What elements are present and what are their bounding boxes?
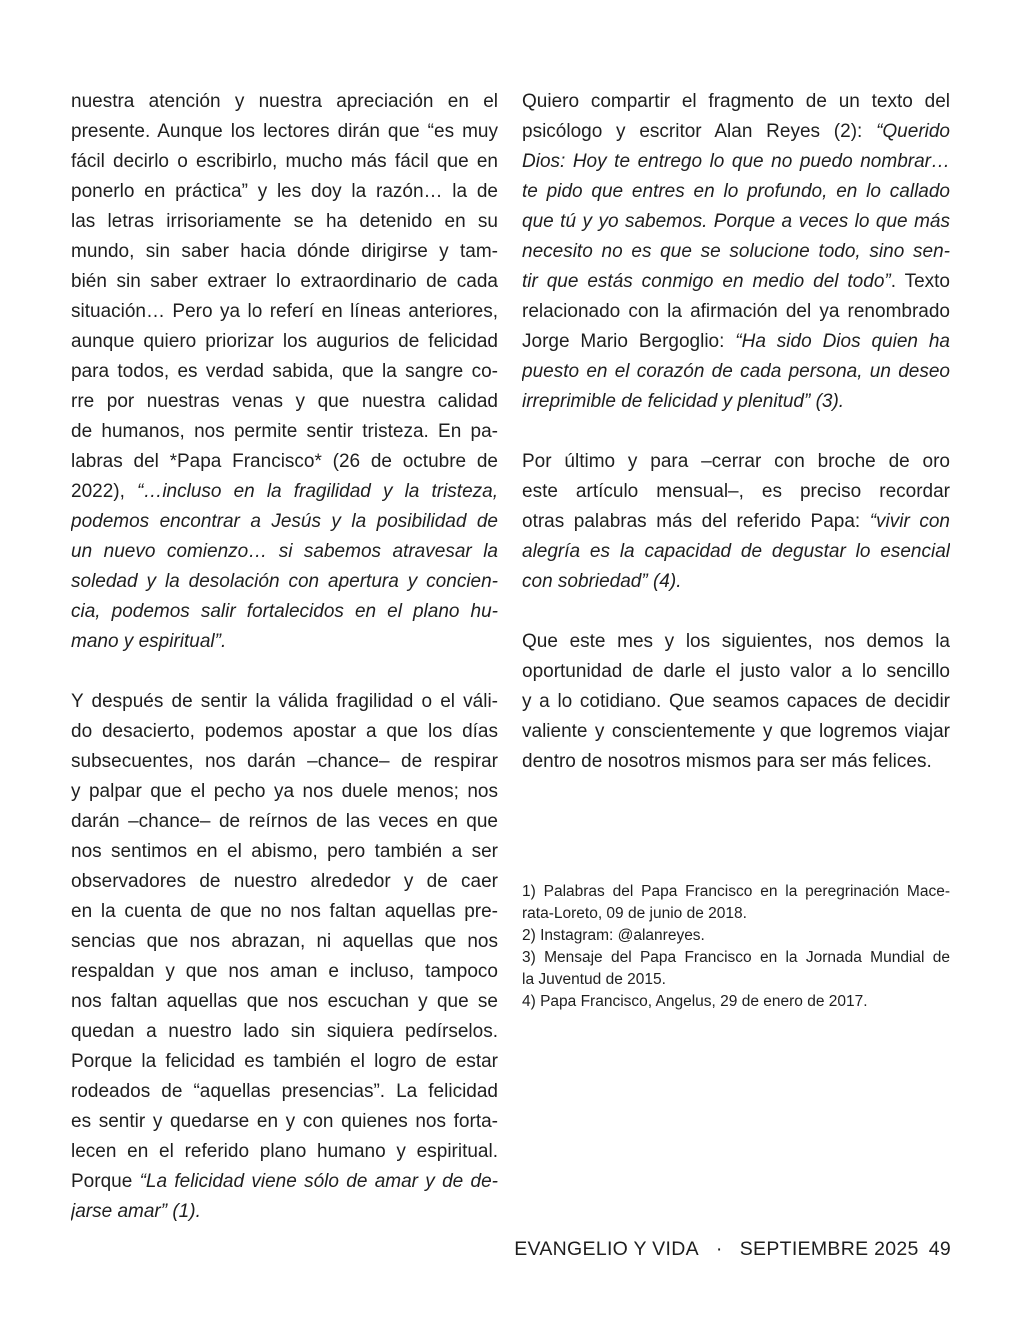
text-line [71,507,498,537]
body-text: sencias que nos abrazan, ni aquellas que nos [71,931,498,952]
body-text: es sentir y quedarse en y con quienes nos forta- [71,1111,498,1132]
text-line [522,357,950,387]
text-line [71,477,498,507]
body-text: 3) Mensaje del Papa Francisco en la Jornada Mundial de [522,949,950,966]
issue-date: SEPTIEMBRE 2025 [739,1238,919,1260]
body-text: aunque quiero priorizar los augurios de felicidad [71,331,498,352]
body-text: respaldan y que nos aman e incluso, tampoco [71,961,498,982]
text-line [71,1077,498,1107]
text-line [522,947,950,969]
body-text: Porque la felicidad es también el logro de estar [71,1051,498,1072]
body-text: otras palabras más del referido Papa: [522,511,870,532]
italic-quote-text: Dios: Hoy te entrego lo que no puedo nombrar… [522,151,950,172]
text-line [71,537,498,567]
body-text: 1) Palabras del Papa Francisco en la peregrinación Mace- [522,883,950,900]
body-text: subsecuentes, nos darán –chance– de respirar [71,751,498,772]
text-line [522,687,950,717]
body-text: fácil decirlo o escribirlo, mucho más fácil que en [71,151,498,172]
body-text: bién sin saber extraer lo extraordinario de cada [71,271,498,292]
body-text: Que este mes y los siguientes, nos demos la [522,631,950,652]
text-line [522,237,950,267]
text-line [71,837,498,867]
text-line [71,597,498,627]
body-text: rre por nuestras venas y que nuestra calidad [71,391,498,412]
text-line [522,657,950,687]
footer-separator: · [715,1238,723,1260]
text-line [522,387,950,417]
body-text: relacionado con la afirmación del ya renombrado [522,301,950,322]
body-text: mundo, sin saber hacia dónde dirigirse y tam- [71,241,498,262]
body-text: 4) Papa Francisco, Angelus, 29 de enero de 2017. [522,993,868,1010]
body-text: nos sentimos en el abismo, pero también a ser [71,841,498,862]
text-line [522,117,950,147]
text-line [71,147,498,177]
body-text: Quiero compartir el fragmento de un texto del [522,91,950,112]
body-text: Porque [71,1171,140,1192]
text-line [71,717,498,747]
text-line [71,327,498,357]
text-line [522,267,950,297]
text-line [71,747,498,777]
italic-quote-text: irreprimible de felicidad y plenitud” (3). [522,391,845,412]
footnote [522,881,950,925]
body-text: para todos, es verdad sabida, que la sangre co- [71,361,498,382]
text-line [71,447,498,477]
body-text: y a lo cotidiano. Que seamos capaces de decidir [522,691,950,712]
body-text: quedan a nuestro lado sin siquiera pedírselos. [71,1021,498,1042]
text-line [71,807,498,837]
text-line [71,237,498,267]
text-line [71,177,498,207]
paragraph [71,687,498,1227]
italic-quote-text: podemos encontrar a Jesús y la posibilidad de [71,511,498,532]
body-text: psicólogo y escritor Alan Reyes (2): [522,121,877,142]
italic-quote-text: puesto en el corazón de cada persona, un deseo [522,361,950,382]
body-text: en la cuenta de que no nos faltan aquellas pre- [71,901,498,922]
text-line [522,207,950,237]
body-text: valiente y conscientemente y que logremos viajar [522,721,950,742]
paragraph [71,87,498,657]
text-line [522,881,950,903]
text-line [71,87,498,117]
italic-quote-text: mano y espiritual”. [71,631,227,652]
text-line [71,1047,498,1077]
body-text: nos faltan aquellas que nos escuchan y que se [71,991,498,1012]
text-line [522,903,950,925]
italic-quote-text: con sobriedad” (4). [522,571,682,592]
italic-quote-text: necesito no es que se solucione todo, sino sen- [522,241,950,262]
text-line [522,925,950,947]
text-line [522,969,950,991]
body-text: presente. Aunque los lectores dirán que “es muy [71,121,498,142]
body-text: oportunidad de darle el justo valor a lo sencillo [522,661,950,682]
text-line [522,567,950,597]
body-text: la Juventud de 2015. [522,971,666,988]
italic-quote-text: tir que estás conmigo en medio del todo” [522,271,891,292]
body-text: nuestra atención y nuestra apreciación en el [71,91,498,112]
text-line [71,777,498,807]
text-line [522,991,950,1013]
paragraph [522,447,950,597]
body-text: las letras irrisoriamente se ha detenido en su [71,211,498,232]
text-line [522,447,950,477]
italic-quote-text: “…incluso en la fragilidad y la tristeza, [137,481,498,502]
body-text: dentro de nosotros mismos para ser más felices. [522,751,932,772]
page-number: 49 [928,1238,951,1260]
page-footer [514,1236,951,1262]
text-line [522,327,950,357]
body-text: lecen en el referido plano humano y espiritual. [71,1141,498,1162]
text-line [522,747,950,777]
text-line [71,897,498,927]
text-line [71,957,498,987]
text-line [71,987,498,1017]
body-text: ponerlo en práctica” y les doy la razón… la de [71,181,498,202]
text-line [71,1137,498,1167]
right-column [522,87,950,777]
italic-quote-text: soledad y la desolación con apertura y concien- [71,571,498,592]
footnote [522,947,950,991]
text-line [522,177,950,207]
text-line [71,867,498,897]
magazine-name: EVANGELIO Y VIDA [514,1238,699,1260]
text-line [522,87,950,117]
body-text: Por último y para –cerrar con broche de oro [522,451,950,472]
italic-quote-text: jarse amar” (1). [71,1201,201,1222]
text-line [71,687,498,717]
italic-quote-text: “Querido [876,121,950,142]
text-line [71,417,498,447]
text-line [71,297,498,327]
text-line [71,1197,498,1227]
body-text: Y después de sentir la válida fragilidad o el váli- [71,691,498,712]
body-text: labras del *Papa Francisco* (26 de octubre de [71,451,498,472]
body-text: de humanos, nos permite sentir tristeza. En pa- [71,421,498,442]
italic-quote-text: alegría es la capacidad de degustar lo esencial [522,541,950,562]
body-text: Jorge Mario Bergoglio: [522,331,736,352]
text-line [71,267,498,297]
body-text: 2022), [71,481,137,502]
body-text: rata-Loreto, 09 de junio de 2018. [522,905,747,922]
text-line [71,927,498,957]
text-line [522,717,950,747]
footnote [522,991,950,1013]
body-text: situación… Pero ya lo referí en líneas anteriores, [71,301,498,322]
italic-quote-text: te pido que entres en lo profundo, en lo callado [522,181,950,202]
body-text: este artículo mensual–, es preciso recordar [522,481,950,502]
text-line [71,357,498,387]
italic-quote-text: “Ha sido Dios quien ha [735,331,950,352]
paragraph [522,87,950,417]
text-line [71,1107,498,1137]
text-line [522,537,950,567]
text-line [71,207,498,237]
body-text: . Texto [890,271,950,292]
body-text: do desacierto, podemos apostar a que los días [71,721,498,742]
footnote [522,925,950,947]
italic-quote-text: “vivir con [869,511,950,532]
body-text: darán –chance– de reírnos de las veces en que [71,811,498,832]
paragraph [522,627,950,777]
text-line [522,477,950,507]
italic-quote-text: “La felicidad viene sólo de amar y de de- [139,1171,498,1192]
text-line [522,147,950,177]
footnotes [522,881,950,1013]
text-line [522,627,950,657]
body-text: observadores de nuestro alrededor y de caer [71,871,498,892]
text-line [71,567,498,597]
left-column [71,87,498,1227]
body-text: 2) Instagram: @alanreyes. [522,927,705,944]
text-line [71,117,498,147]
text-line [71,1167,498,1197]
text-line [522,507,950,537]
body-text: rodeados de “aquellas presencias”. La felicidad [71,1081,498,1102]
text-line [71,1017,498,1047]
body-text: y palpar que el pecho ya nos duele menos; nos [71,781,498,802]
italic-quote-text: cia, podemos salir fortalecidos en el plano hu- [71,601,498,622]
text-line [522,297,950,327]
italic-quote-text: un nuevo comienzo… si sabemos atravesar la [71,541,498,562]
text-line [71,387,498,417]
italic-quote-text: que tú y yo sabemos. Porque a veces lo que más [522,211,950,232]
text-line [71,627,498,657]
